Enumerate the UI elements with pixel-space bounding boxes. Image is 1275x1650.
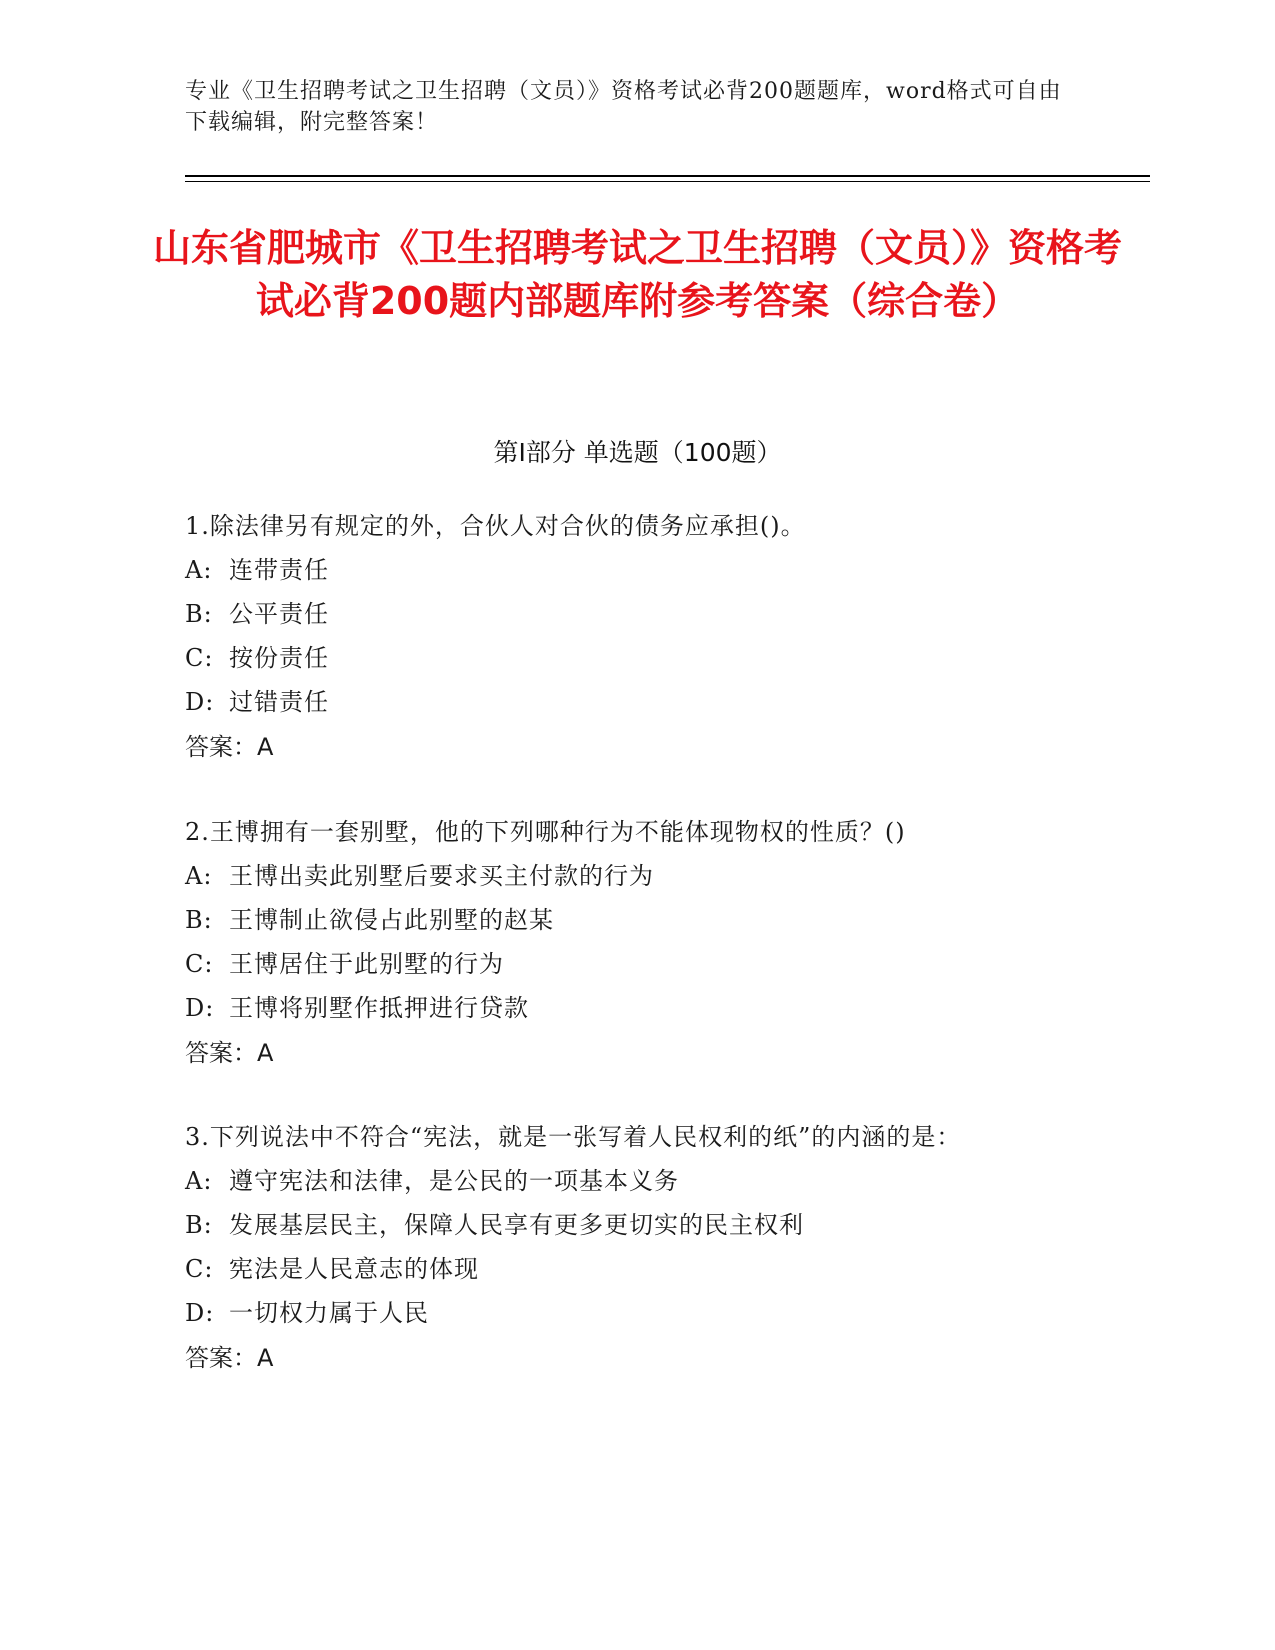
option-text: 按份责任 [229, 644, 329, 672]
option-a [185, 854, 1065, 898]
option-c [185, 636, 1065, 680]
option-text: 公平责任 [229, 600, 329, 628]
option-letter: C: [185, 1255, 214, 1283]
question-1 [185, 504, 1065, 770]
document-title: 山东省肥城市《卫生招聘考试之卫生招聘（文员）》资格考试必背200题内部题库附参考答案（综合卷） [152, 226, 1122, 323]
option-letter: C: [185, 950, 214, 978]
option-d [185, 1291, 1065, 1335]
question-stem: 1.除法律另有规定的外，合伙人对合伙的债务应承担()。 [185, 512, 806, 540]
option-text: 过错责任 [229, 688, 329, 716]
option-b [185, 1203, 1065, 1247]
question-stem: 3.下列说法中不符合“宪法，就是一张写着人民权利的纸”的内涵的是： [185, 1123, 962, 1151]
answer: 答案：A [185, 733, 274, 761]
option-letter: A: [185, 556, 213, 584]
option-text: 王博制止欲侵占此别墅的赵某 [229, 906, 554, 934]
answer: 答案：A [185, 1344, 274, 1372]
question-2 [185, 810, 1065, 1076]
option-text: 宪法是人民意志的体现 [229, 1255, 479, 1283]
option-letter: D: [185, 688, 215, 716]
section-title: 第Ⅰ部分 单选题（100题） [493, 438, 782, 467]
option-letter: C: [185, 644, 214, 672]
option-letter: D: [185, 994, 215, 1022]
option-a [185, 548, 1065, 592]
option-d [185, 986, 1065, 1030]
option-b [185, 898, 1065, 942]
answer: 答案：A [185, 1039, 274, 1067]
option-text: 遵守宪法和法律，是公民的一项基本义务 [229, 1167, 679, 1195]
header-rule-thick [185, 175, 1150, 177]
option-text: 王博出卖此别墅后要求买主付款的行为 [229, 862, 654, 890]
option-text: 王博将别墅作抵押进行贷款 [229, 994, 529, 1022]
option-a [185, 1159, 1065, 1203]
header-rule-thin [185, 181, 1150, 182]
option-letter: D: [185, 1299, 215, 1327]
option-text: 发展基层民主，保障人民享有更多更切实的民主权利 [229, 1211, 804, 1239]
option-letter: B: [185, 906, 213, 934]
option-text: 王博居住于此别墅的行为 [229, 950, 504, 978]
option-c [185, 1247, 1065, 1291]
option-letter: B: [185, 600, 213, 628]
option-text: 一切权力属于人民 [229, 1299, 429, 1327]
option-b [185, 592, 1065, 636]
option-d [185, 680, 1065, 724]
question-3 [185, 1115, 1065, 1381]
option-letter: A: [185, 1167, 213, 1195]
option-text: 连带责任 [229, 556, 329, 584]
option-c [185, 942, 1065, 986]
option-letter: A: [185, 862, 213, 890]
question-stem: 2.王博拥有一套别墅，他的下列哪种行为不能体现物权的性质？() [185, 818, 906, 846]
header-note: 专业《卫生招聘考试之卫生招聘（文员）》资格考试必背200题题库，word格式可自由下载编辑，附完整答案！ [185, 79, 1062, 135]
option-letter: B: [185, 1211, 213, 1239]
